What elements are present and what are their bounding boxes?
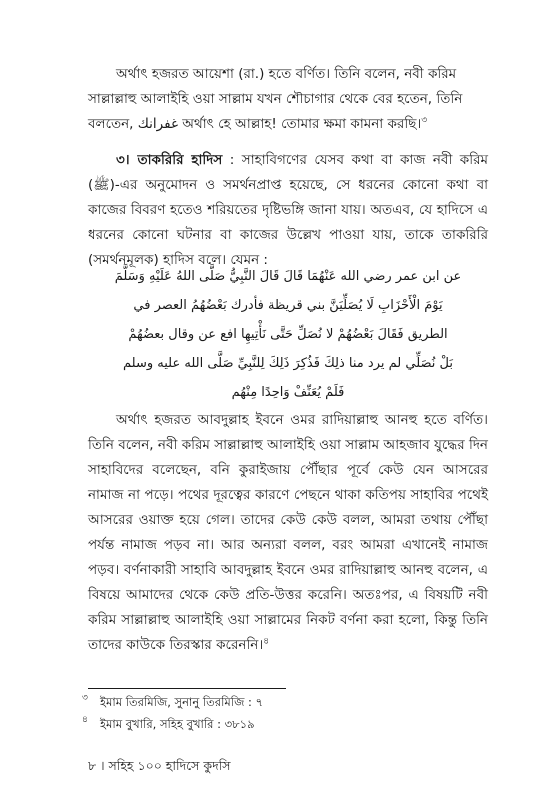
arabic-line: فَلَمْ يُعَنِّفْ وَاحِدًا مِنْهُم bbox=[231, 385, 345, 400]
footnote-divider bbox=[88, 688, 286, 689]
arabic-line: بَلْ نُصَلِّي لم يرد منا ذلِكَ فَذُكِرَ ذَلِكَ لِلنَّبِيِّ صَلَّى الله عليه وسلم bbox=[123, 356, 453, 371]
footnote-ref[interactable]: ৩ bbox=[421, 115, 428, 126]
arabic-hadith-block bbox=[88, 262, 488, 407]
paragraph-translation: অর্থাৎ হজরত আবদুল্লাহ ইবনে ওমর রাদিয়াল্লাহু আনহু হতে বর্ণিত। তিনি বলেন, নবী করিম সাল্লাল্লাহু আলাইহি ওয়া সাল্লাম আহজাব যুদ্ধের দিন সাহাবিদের বলেছেন, বনি কুরাইজায় পৌঁছার পূর্বে কেউ যেন আসরের নামাজ না পড়ে। পথের দূরত্বের কারণে পেছনে থাকা কতিপয় সাহাবির পথেই আসরের ওয়াক্ত হয়ে গেল। তাদের কেউ কেউ বলল, আমরা তথায় পৌঁছা পর্যন্ত নামাজ পড়ব না। আর অন্যরা বলল, বরং আমরা এখানেই নামাজ পড়ব। বর্ণনাকারী সাহাবি আবদুল্লাহ ইবনে ওমর রাদিয়াল্লাহু আনহু বলেন, এ বিষয়ে আমাদের থেকে কেউ প্রতি-উত্তর করেনি। অতঃপর, এ বিষয়টি নবী করিম সাল্লাল্লাহু আলাইহি ওয়া সাল্লামের নিকট বর্ণনা করা হলো, কিন্তু তিনি তাদের কাউকে তিরস্কার করেননি।$^৪$ bbox=[88, 412, 488, 653]
section-taqriri bbox=[88, 148, 488, 273]
arabic-line: الطريق فَقَالَ بَعْضُهُمْ لا نُصَلِّ حَتَّى نَأْتِيهِا افع عن وقال بعضُهُمْ bbox=[128, 327, 448, 342]
footnote-ref[interactable]: ৪ bbox=[263, 636, 270, 647]
page-footer: ৮ । সহিহ ১০০ হাদিসে কুদসি bbox=[88, 758, 231, 773]
arabic-line: عن ابن عمر رضي الله عَنْهُمَا قَالَ قَالَ النَّبِيُّ صَلَّى اللهُ عَلَيْهِ وَسَلَّمَ bbox=[114, 269, 462, 284]
footnote bbox=[82, 693, 488, 711]
paragraph-line: সাল্লাল্লাহু আলাইহি ওয়া সাল্লাম যখন শৌচাগার থেকে বের হতেন, তিনি bbox=[88, 91, 463, 107]
footnote-number: ৪ bbox=[82, 715, 88, 725]
footnote bbox=[82, 715, 488, 733]
paragraph-line: বলতেন, غفرانك অর্থাৎ হে আল্লাহ! তোমার ক্ষমা কামনা করছি।$^৩$ bbox=[88, 115, 428, 132]
footnote-text: ইমাম বুখারি, সহিহ বুখারি : ৩৮১৯ bbox=[100, 717, 255, 731]
paragraph-line: অর্থাৎ হজরত আয়েশা (রা.) হতে বর্ণিত। তিনি বলেন, নবী করিম bbox=[116, 66, 457, 82]
arabic-line: يَوْمَ الْأَحْزَابِ لَا يُصَلِّيَنَّ بني قريظة فأدرك بَعْضُهُمُ العصر في bbox=[133, 298, 443, 313]
footnote-text: ইমাম তিরমিজি, সুনানু তিরমিজি : ৭ bbox=[100, 695, 264, 709]
footnote-number: ৩ bbox=[82, 693, 88, 703]
section-heading: ৩। তাকরিরি হাদিস bbox=[116, 152, 223, 168]
section-text: : সাহাবিগণের যেসব কথা বা কাজ নবী করিম (ﷺ)-এর অনুমোদন ও সমর্থনপ্রাপ্ত হয়েছে, সে ধরনের কোনো কথা বা কাজের বিবরণ হতেও শরিয়তের দৃষ্টিভঙ্গি জানা যায়। অতএব, যে হাদিসে এ ধরনের কোনো ঘটনার বা কাজের উল্লেখ পাওয়া যায়, তাকে তাকরিরি (সমর্থনমূলক) হাদিস বলে। যেমন : bbox=[88, 152, 488, 268]
paragraph-aisha bbox=[88, 62, 488, 137]
